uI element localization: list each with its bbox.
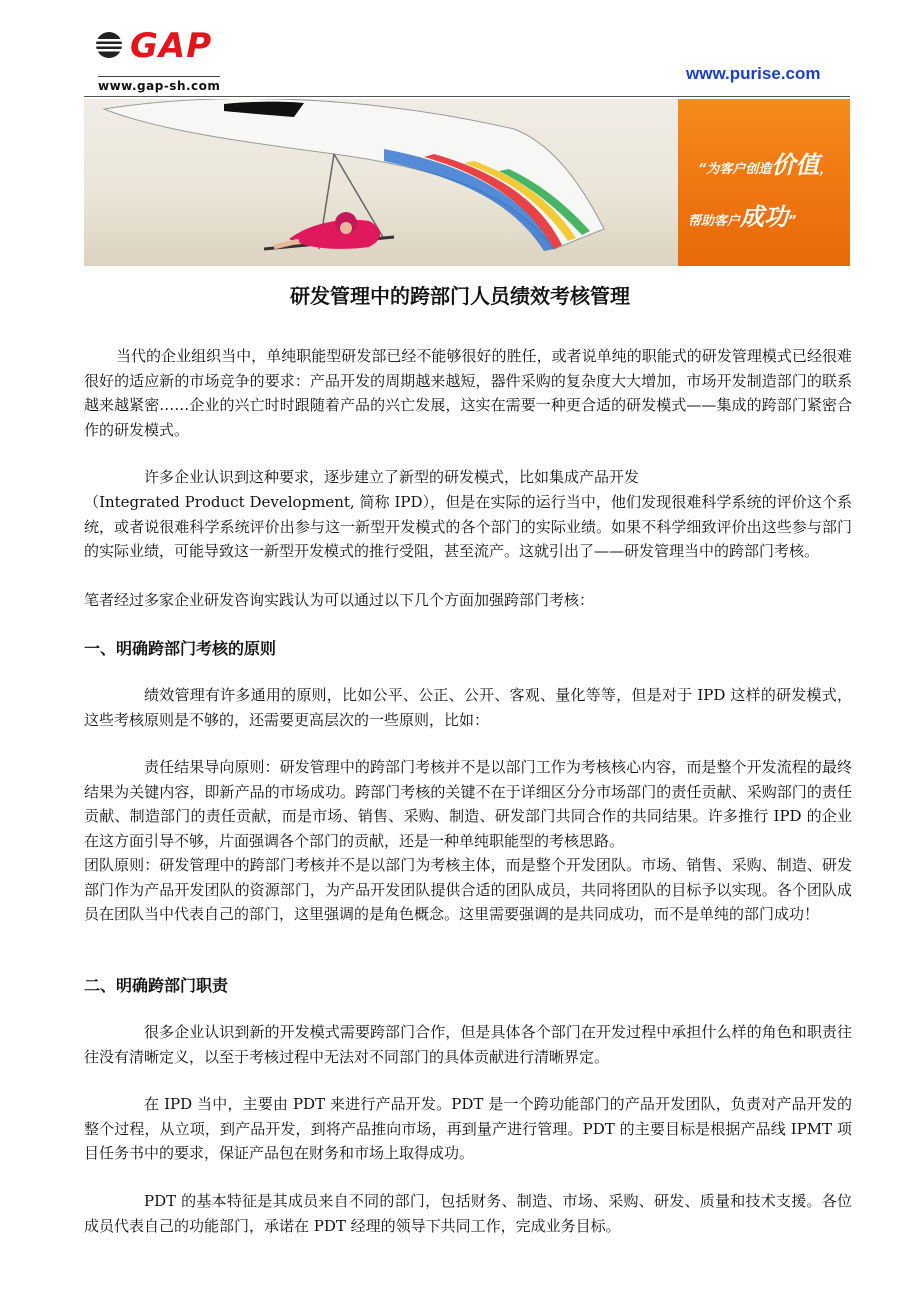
- slogan-line-1: “为客户创造价值，: [698, 151, 833, 179]
- document-title: 研发管理中的跨部门人员绩效考核管理: [290, 284, 630, 308]
- paragraph-pdt-features: PDT 的基本特征是其成员来自不同的部门，包括财务、制造、市场、采购、研发、质量和技术支援。各位成员代表自己的功能部门，承诺在 PDT 经理的领导下共同工作，完成业务目标。: [84, 1192, 852, 1235]
- globe-logo-icon: [94, 30, 124, 60]
- logo-url: www.gap-sh.com: [98, 76, 220, 93]
- paragraph-pdt: 在 IPD 当中，主要由 PDT 来进行产品开发。PDT 是一个跨功能部门的产品开发团队，负责对产品开发的整个过程，从立项，到产品开发，到将产品推向市场，再到量产进行管理。PDT 的主要目标是根据产品线 IPMT 项目任务书中的要求，保证产品包在财务和市场上取得成功。: [84, 1095, 852, 1162]
- hero-banner: [84, 99, 850, 266]
- slogan-line-2: 帮助客户成功”: [688, 203, 797, 231]
- paragraph-intro: 当代的企业组织当中，单纯职能型研发部已经不能够很好的胜任，或者说单纯的职能式的研发管理模式已经很难很好的适应新的市场竞争的要求：产品开发的周期越来越短，器件采购的复杂度大大增加，市场开发制造部门的联系越来越紧密……企业的兴亡时时跟随着产品的兴亡发展，这实在需要一种更合适的研发模式——集成的跨部门紧密合作的研发模式。: [84, 347, 852, 439]
- paragraph-principles: 绩效管理有许多通用的原则，比如公平、公正、公开、客观、量化等等，但是对于 IPD 这样的研发模式，这些考核原则是不够的，还需要更高层次的一些原则，比如：: [84, 686, 852, 729]
- logo-wordmark: GAP: [130, 26, 213, 66]
- section-heading-principles: 一、明确跨部门考核的原则: [84, 639, 277, 658]
- paragraph-ipd: （Integrated Product Development, 简称 IPD），但是在实际的运行当中，他们发现很难科学系统的评价这个系统，或者说很难科学系统评价出参与这一新型开发模式的各个部门的实际业绩。如果不科学细致评价出这些参与部门的实际业绩，可能导致这一新型开发模式的推行受阻，甚至流产。这就引出了——研发管理当中的跨部门考核。: [84, 493, 852, 560]
- section-heading-responsibilities: 二、明确跨部门职责: [84, 976, 229, 995]
- paragraph-ipd-line1: 许多企业认识到这种要求，逐步建立了新型的研发模式，比如集成产品开发: [144, 468, 640, 486]
- company-logo: [84, 24, 254, 96]
- paragraph-responsibilities: 很多企业认识到新的开发模式需要跨部门合作，但是具体各个部门在开发过程中承担什么样的角色和职责往往没有清晰定义，以至于考核过程中无法对不同部门的具体贡献进行清晰界定。: [84, 1023, 852, 1066]
- site-link[interactable]: www.purise.com: [686, 64, 821, 83]
- paragraph-result-oriented: 责任结果导向原则：研发管理中的跨部门考核并不是以部门工作为考核核心内容，而是整个开发流程的最终结果为关键内容，即新产品的市场成功。跨部门考核的关键不在于详细区分分市场部门的责任贡献、采购部门的责任贡献、制造部门的责任贡献，而是市场、销售、采购、制造、研发部门共同合作的共同结果。许多推行 IPD 的企业在这方面引导不够，片面强调各个部门的贡献，还是一种单纯职能型的考核思路。: [84, 758, 852, 850]
- paragraph-team-principle: 团队原则：研发管理中的跨部门考核并不是以部门为考核主体，而是整个开发团队。市场、销售、采购、制造、研发部门作为产品开发团队的资源部门，为产品开发团队提供合适的团队成员，共同将团队的目标予以实现。各个团队成员在团队当中代表自己的部门，这里强调的是角色概念。这里需要强调的是共同成功，而不是单纯的部门成功！: [84, 856, 852, 923]
- hang-glider-illustration: [84, 99, 678, 266]
- header-divider: [84, 96, 850, 97]
- hang-glider-photo: [84, 99, 678, 266]
- slogan-panel: [678, 99, 850, 266]
- paragraph-methods: 笔者经过多家企业研发咨询实践认为可以通过以下几个方面加强跨部门考核：: [84, 591, 595, 609]
